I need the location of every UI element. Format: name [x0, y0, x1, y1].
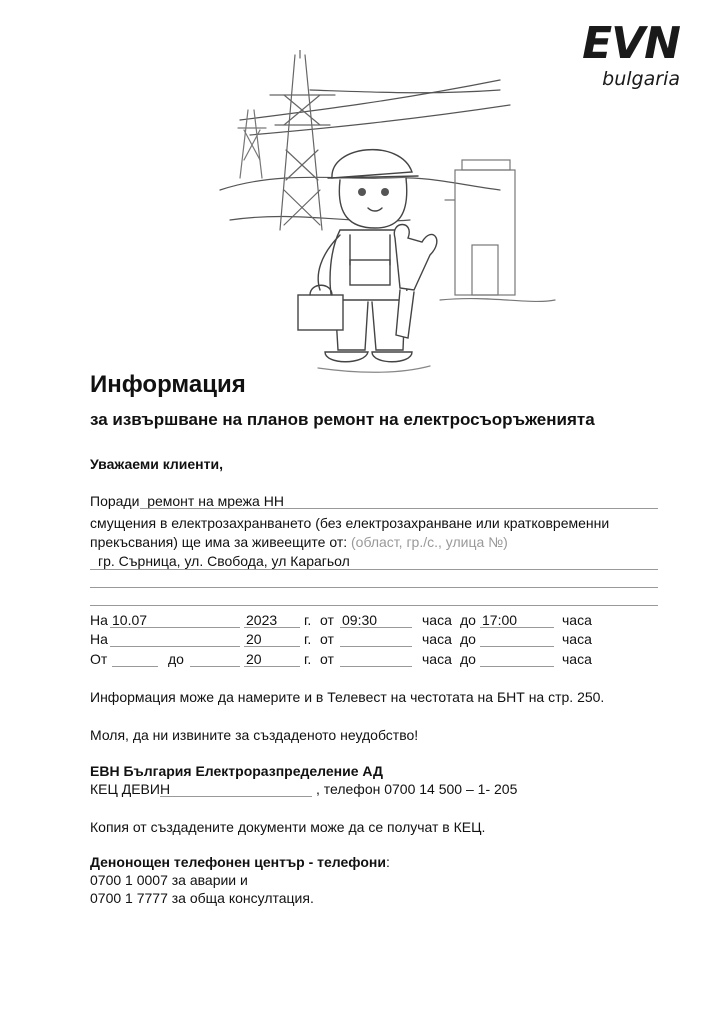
reason-prefix: Поради: [90, 493, 140, 509]
row1-chasa2: часа: [562, 612, 592, 628]
row2-year: 20: [246, 631, 262, 647]
address-underline-1: [90, 569, 658, 570]
info-teletext: Информация може да намерите и в Телевест на честотата на БНТ на стр. 250.: [90, 689, 605, 705]
row3-year: 20: [246, 651, 262, 667]
logo-sub-text: bulgaria: [602, 68, 680, 90]
row1-label: На: [90, 612, 108, 628]
hotline-line-2: 0700 1 7777 за обща консултация.: [90, 890, 314, 906]
row1-chasa1: часа: [422, 612, 452, 628]
kec-line: [90, 780, 170, 798]
worker-shadow: [318, 366, 430, 372]
row1-ot: от: [320, 612, 334, 628]
worker: [298, 150, 437, 362]
hotline-line-1: 0700 1 0007 за аварии и: [90, 872, 248, 888]
evn-logo: [550, 18, 680, 90]
row2-g: г.: [304, 631, 312, 647]
row1-do: до: [460, 612, 476, 628]
company-name: ЕВН България Електроразпределение АД: [90, 763, 384, 779]
substation-building: [440, 160, 555, 301]
row3-do-mid: до: [168, 651, 184, 667]
kec-phone: , телефон 0700 14 500 – 1- 205: [316, 781, 518, 797]
row1-from-underline: [340, 627, 412, 628]
power-line: [310, 90, 500, 93]
row2-from-underline: [340, 646, 412, 647]
row3-chasa1: часа: [422, 651, 452, 667]
copies-note: Копия от създадените документи може да се получат в КЕЦ.: [90, 819, 486, 835]
apology: Моля, да ни извините за създаденото неудобство!: [90, 727, 419, 743]
row3-from-underline: [340, 666, 412, 667]
address-hint: (област, гр./с., улица №): [351, 534, 508, 550]
logo-main-text: EVN: [582, 18, 680, 69]
row1-date: 10.07: [112, 612, 148, 628]
row1-year-underline: [244, 627, 300, 628]
pylon-tall: [270, 50, 335, 230]
outage-text-line2: смущения в електрозахранването (без електрозахранване или кратковременни: [90, 515, 610, 531]
row1-to: 17:00: [482, 612, 518, 628]
reason-value: ремонт на мрежа НН: [147, 493, 284, 509]
outage-text-line3-main: прекъсвания) ще има за живеещите от:: [90, 534, 348, 550]
electrician-illustration: [200, 50, 565, 375]
row3-to-underline: [480, 666, 554, 667]
page-title: Информация: [90, 371, 246, 398]
row2-to-underline: [480, 646, 554, 647]
row2-chasa1: часа: [422, 631, 452, 647]
power-line: [240, 80, 500, 120]
row2-do: до: [460, 631, 476, 647]
kec-underline: [160, 796, 312, 797]
row2-label: На: [90, 631, 108, 647]
page-subtitle: за извършване на планов ремонт на електросъоръженията: [90, 410, 595, 429]
row2-date-underline: [110, 646, 240, 647]
address-value: гр. Сърница, ул. Свобода, ул Карагьол: [98, 553, 350, 569]
row3-year-underline: [244, 666, 300, 667]
row2-chasa2: часа: [562, 631, 592, 647]
reason-underline: [140, 508, 658, 509]
row3-chasa2: часа: [562, 651, 592, 667]
row1-from: 09:30: [342, 612, 378, 628]
row3-label: От: [90, 651, 108, 667]
address-underline-3: [90, 605, 658, 606]
row1-g: г.: [304, 612, 312, 628]
row3-ot: от: [320, 651, 334, 667]
row1-date-underline: [110, 627, 240, 628]
address-underline-2: [90, 587, 658, 588]
row1-to-underline: [480, 627, 554, 628]
hotline-title: Денонощен телефонен център - телефони: [90, 854, 386, 870]
row2-year-underline: [244, 646, 300, 647]
hotline-heading: [90, 853, 390, 871]
row3-do: до: [460, 651, 476, 667]
row2-ot: от: [320, 631, 334, 647]
row3-to-date-underline: [190, 666, 240, 667]
greeting: Уважаеми клиенти,: [90, 456, 223, 472]
row1-year: 2023: [246, 612, 278, 628]
row3-from-date-underline: [112, 666, 158, 667]
outage-text-line3: [90, 533, 508, 551]
hotline-colon: :: [385, 854, 390, 870]
kec-name: КЕЦ ДЕВИН: [90, 781, 171, 797]
row3-g: г.: [304, 651, 312, 667]
